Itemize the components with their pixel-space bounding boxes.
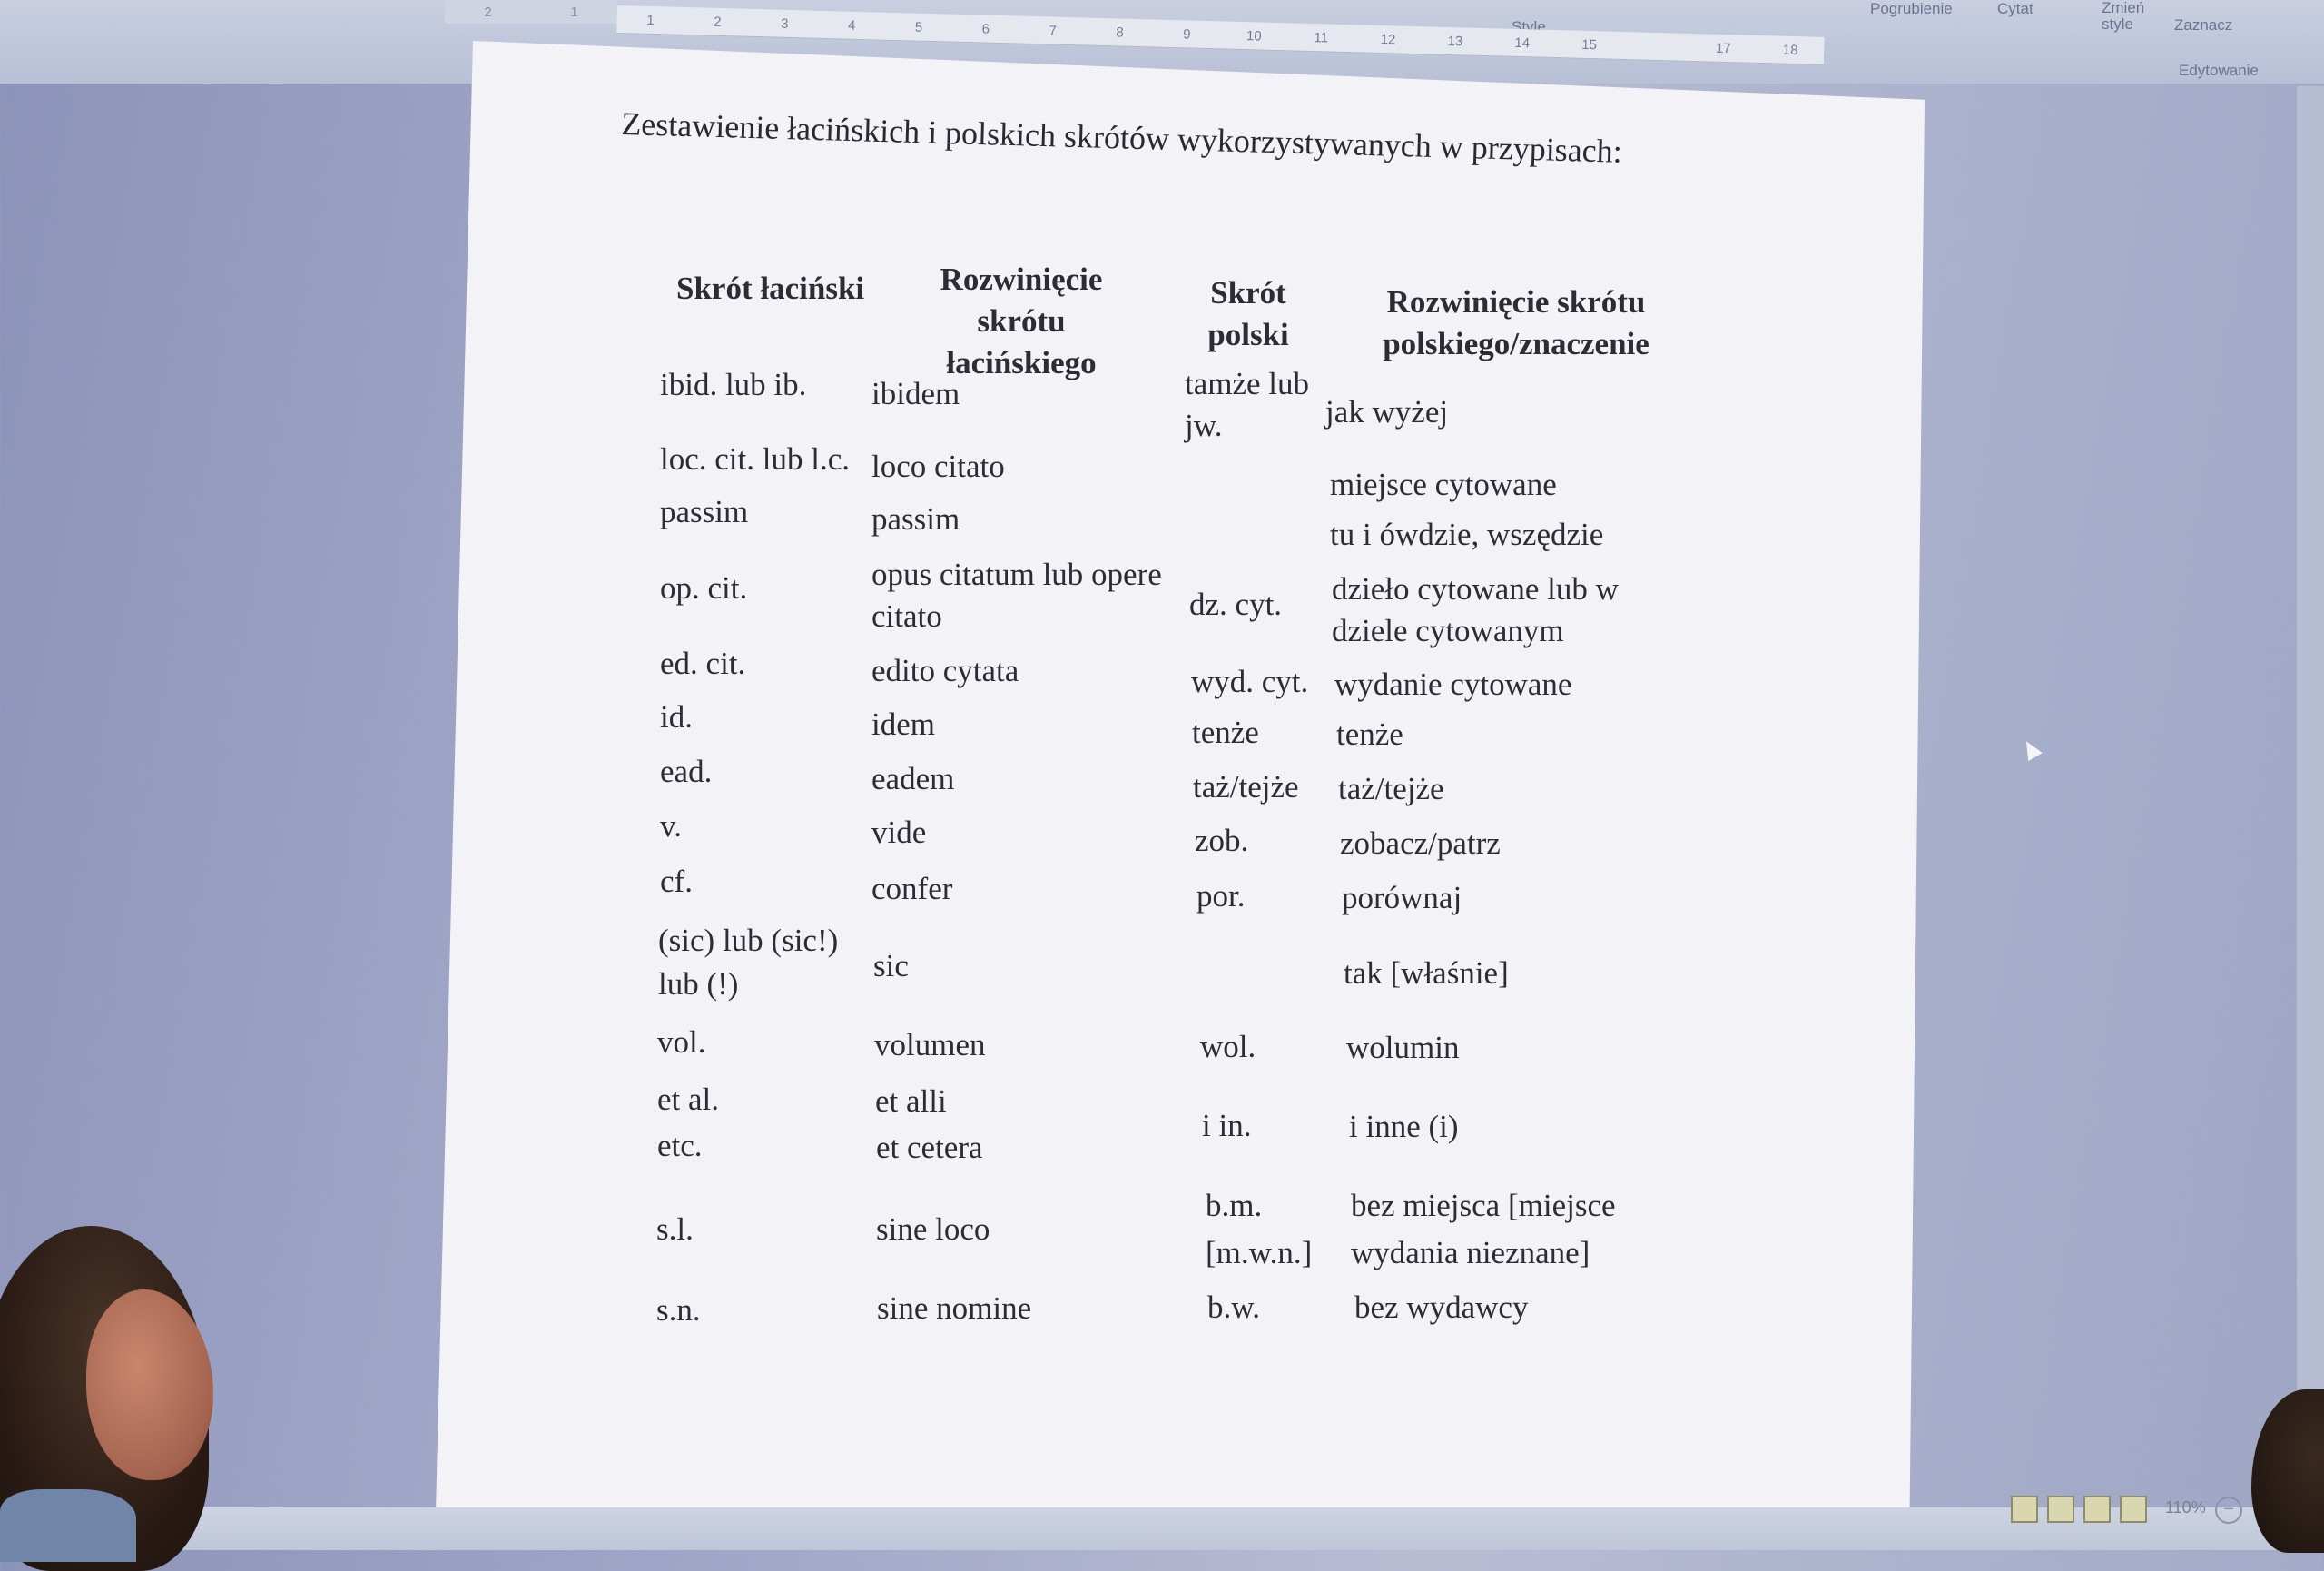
cell-latin-expansion: ibidem (872, 376, 960, 411)
cell-polish-abbr: wyd. cyt. (1191, 664, 1309, 699)
cell-polish-expansion: tu i ówdzie, wszędzie (1330, 517, 1604, 552)
ruler-mark: 2 (714, 14, 722, 30)
cell-polish-expansion: i inne (i) (1349, 1109, 1459, 1144)
quote-style-button[interactable]: Cytat (1997, 0, 2034, 17)
ruler-mark: 11 (1314, 29, 1329, 46)
cell-polish-expansion: dzieło cytowane lub w dziele cytowanym (1332, 571, 1619, 648)
cell-latin-expansion: passim (872, 501, 960, 537)
cell-latin-expansion: confer (872, 871, 953, 906)
cell-polish-abbr: i in. (1202, 1108, 1252, 1143)
cell-polish-expansion: wolumin (1346, 1030, 1460, 1065)
header-latin-abbr: Skrót łaciński (676, 271, 865, 306)
cell-polish-abbr: b.w. (1207, 1289, 1261, 1325)
cell-polish-expansion: tenże (1336, 716, 1403, 752)
cell-polish-abbr: por. (1196, 878, 1246, 914)
ruler-mark: 6 (981, 21, 990, 37)
ruler-mark: 1 (646, 12, 655, 28)
cell-latin-abbr: s.l. (656, 1211, 694, 1247)
ruler-mark: 9 (1183, 25, 1191, 43)
presenter-face (86, 1289, 213, 1480)
select-button[interactable]: Zaznacz (2174, 16, 2233, 34)
cell-polish-abbr: tamże lub jw. (1185, 366, 1310, 443)
cell-latin-abbr: op. cit. (660, 570, 748, 606)
ruler-mark: 13 (1447, 33, 1463, 49)
status-bar (0, 1507, 2324, 1550)
cell-latin-abbr: passim (660, 494, 749, 529)
web-layout-icon[interactable] (2083, 1496, 2111, 1523)
cell-latin-abbr: et al. (657, 1082, 720, 1117)
ribbon-group-editing-label: Edytowanie (2179, 62, 2259, 79)
cell-latin-expansion: vide (872, 815, 927, 850)
cell-latin-abbr: s.n. (656, 1292, 701, 1328)
cell-latin-expansion: idem (872, 706, 935, 742)
cell-latin-expansion: volumen (874, 1027, 986, 1062)
cell-latin-expansion: opus citatum lub opere citato (872, 557, 1162, 634)
cell-latin-expansion: edito cytata (872, 653, 1019, 688)
cell-latin-abbr: cf. (660, 864, 693, 899)
cell-latin-expansion: et alli (875, 1083, 947, 1119)
bold-style-button[interactable]: Pogrubienie (1870, 0, 1953, 17)
ruler-mark: 17 (1715, 40, 1731, 56)
ruler-mark: 7 (1049, 22, 1058, 39)
cell-polish-abbr: tenże (1192, 715, 1259, 750)
outline-view-icon[interactable] (2120, 1496, 2147, 1523)
ruler-mark: 12 (1380, 31, 1396, 47)
ruler-left-mark: 2 (484, 4, 492, 20)
cell-polish-expansion: wydanie cytowane (1334, 667, 1572, 702)
cell-polish-abbr: wol. (1200, 1029, 1256, 1064)
ruler-mark: 18 (1782, 42, 1798, 58)
document-title: Zestawienie łacińskich i polskich skrótów wykorzystywanych w przypisach: (620, 104, 1623, 170)
zoom-level[interactable]: 110% (2165, 1498, 2206, 1517)
cell-polish-expansion: miejsce cytowane (1330, 467, 1557, 502)
vertical-scrollbar[interactable] (2297, 86, 2324, 1485)
cell-latin-abbr: ibid. lub ib. (660, 367, 807, 402)
mouse-cursor-icon (2019, 737, 2043, 761)
cell-polish-expansion: taż/tejże (1338, 771, 1444, 806)
ruler-mark: 14 (1514, 35, 1531, 51)
ruler-left (445, 0, 617, 24)
view-mode-buttons (2011, 1494, 2156, 1525)
ruler-mark: 10 (1246, 27, 1262, 44)
cell-polish-expansion: zobacz/patrz (1340, 825, 1501, 861)
ruler-mark: 4 (847, 17, 856, 34)
presenter-shoulder (0, 1489, 136, 1562)
zoom-out-icon[interactable]: − (2215, 1497, 2242, 1524)
cell-latin-abbr: etc. (657, 1128, 703, 1163)
ruler-mark: 8 (1116, 24, 1124, 41)
cell-latin-abbr: ed. cit. (660, 646, 746, 681)
full-screen-reading-icon[interactable] (2047, 1496, 2074, 1523)
cell-latin-abbr: (sic) lub (sic!) lub (!) (658, 923, 839, 1002)
ruler-mark: 15 (1581, 36, 1598, 53)
audience-member (2251, 1389, 2324, 1553)
header-polish-expansion: Rozwinięcie skrótu polskiego/znaczenie (1383, 284, 1649, 361)
cell-latin-expansion: sic (873, 948, 909, 983)
cell-polish-expansion: bez miejsca [miejsce wydania nieznane] (1351, 1188, 1616, 1270)
cell-latin-abbr: vol. (657, 1024, 706, 1060)
ruler-mark: 3 (780, 15, 789, 32)
print-layout-icon[interactable] (2011, 1496, 2038, 1523)
cell-latin-abbr: id. (660, 699, 693, 735)
cell-polish-abbr: dz. cyt. (1189, 587, 1283, 622)
change-styles-button[interactable]: Zmień style (2102, 0, 2145, 33)
cell-polish-expansion: porównaj (1342, 880, 1462, 915)
ruler-left-mark: 1 (570, 4, 578, 20)
cell-polish-expansion: tak [właśnie] (1344, 955, 1509, 991)
cell-polish-abbr: taż/tejże (1193, 769, 1299, 805)
header-polish-abbr: Skrót polski (1207, 275, 1289, 352)
ribbon-group-style-label: Style (1512, 18, 1546, 35)
cell-latin-expansion: et cetera (876, 1130, 983, 1165)
cell-polish-abbr: b.m. [m.w.n.] (1206, 1188, 1313, 1270)
cell-latin-expansion: loco citato (872, 449, 1005, 484)
cell-latin-expansion: sine loco (876, 1211, 990, 1247)
cell-polish-abbr: zob. (1195, 823, 1249, 858)
cell-polish-expansion: bez wydawcy (1354, 1289, 1529, 1325)
cell-latin-abbr: ead. (660, 754, 713, 789)
cell-latin-expansion: eadem (872, 761, 955, 796)
header-latin-expansion: Rozwinięcie skrótu łacińskiego (940, 262, 1103, 380)
ruler-mark (1623, 45, 1690, 47)
cell-latin-abbr: v. (660, 808, 682, 844)
cell-polish-expansion: jak wyżej (1325, 394, 1449, 430)
cell-latin-abbr: loc. cit. lub l.c. (660, 441, 850, 477)
cell-latin-expansion: sine nomine (877, 1290, 1032, 1326)
ruler-mark: 5 (914, 19, 923, 35)
